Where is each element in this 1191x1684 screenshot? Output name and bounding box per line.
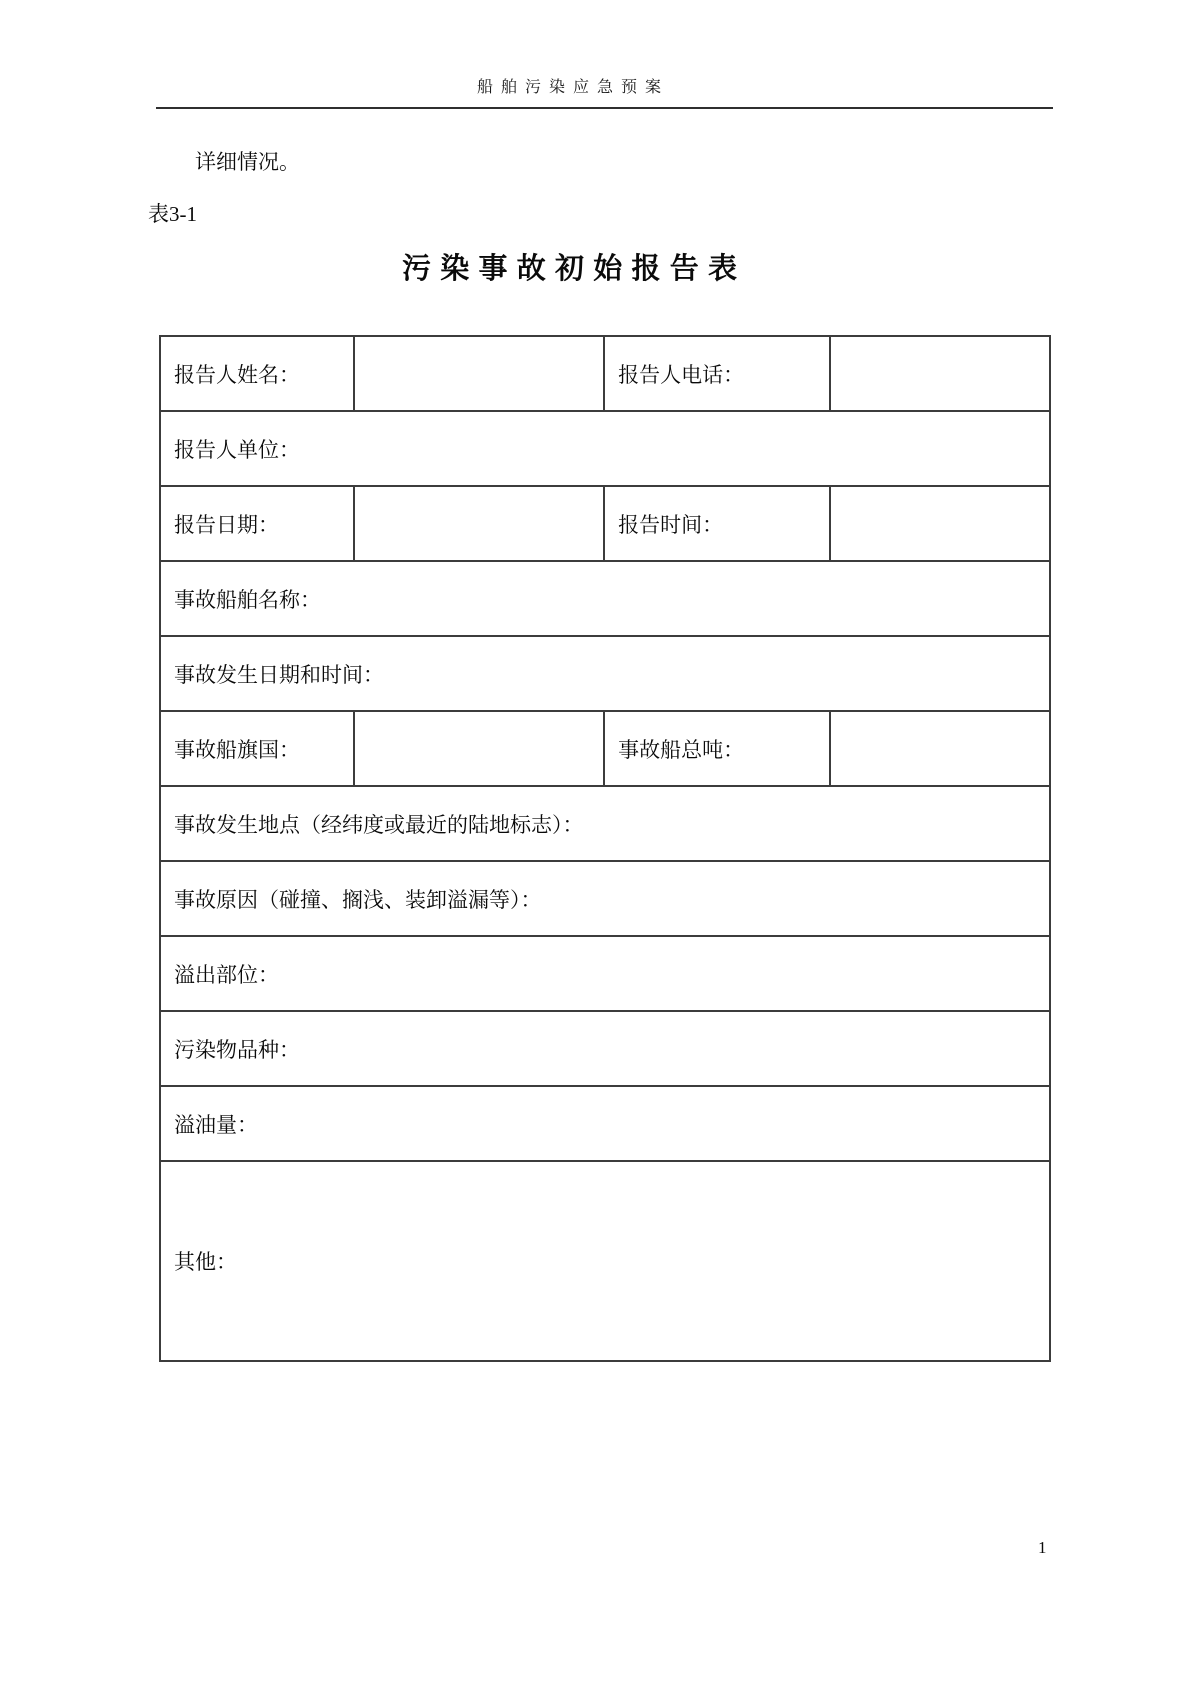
pollution-report-table <box>159 335 1051 1362</box>
label-cell-gross-tonnage: 事故船总吨： <box>604 711 829 786</box>
label-cell-spill-volume: 溢油量： <box>160 1086 1050 1161</box>
input-cell-reporter-name <box>354 336 605 411</box>
input-cell-reporter-phone <box>830 336 1050 411</box>
table-row <box>160 786 1050 861</box>
page-number: 1 <box>1038 1538 1047 1557</box>
label-cell-reporter-name: 报告人姓名： <box>160 336 354 411</box>
table-row <box>160 561 1050 636</box>
label-cell-accident-datetime: 事故发生日期和时间： <box>160 636 1050 711</box>
label-cell-pollutant-type: 污染物品种： <box>160 1011 1050 1086</box>
table-row <box>160 336 1050 411</box>
table-row <box>160 1161 1050 1361</box>
label-cell-other: 其他： <box>160 1161 1050 1361</box>
input-cell-flag-state <box>354 711 605 786</box>
label-cell-spill-position: 溢出部位： <box>160 936 1050 1011</box>
table-row <box>160 411 1050 486</box>
label-cell-reporter-unit: 报告人单位： <box>160 411 1050 486</box>
form-title: 污 染 事 故 初 始 报 告 表 <box>401 253 738 285</box>
table-row <box>160 711 1050 786</box>
table-row <box>160 861 1050 936</box>
label-cell-flag-state: 事故船旗国： <box>160 711 354 786</box>
label-cell-ship-name: 事故船舶名称： <box>160 561 1050 636</box>
header-rule <box>156 107 1053 109</box>
label-cell-reporter-phone: 报告人电话： <box>604 336 829 411</box>
table-row <box>160 1086 1050 1161</box>
input-cell-gross-tonnage <box>830 711 1050 786</box>
label-cell-report-date: 报告日期： <box>160 486 354 561</box>
table-caption: 表3-1 <box>148 202 197 226</box>
input-cell-report-time <box>830 486 1050 561</box>
label-cell-report-time: 报告时间： <box>604 486 829 561</box>
running-header: 船 舶 污 染 应 急 预 案 <box>476 79 663 96</box>
label-cell-accident-location: 事故发生地点（经纬度或最近的陆地标志）： <box>160 786 1050 861</box>
input-cell-report-date <box>354 486 605 561</box>
table-row <box>160 1011 1050 1086</box>
table-row <box>160 486 1050 561</box>
label-cell-accident-cause: 事故原因（碰撞、搁浅、装卸溢漏等）： <box>160 861 1050 936</box>
table-row <box>160 636 1050 711</box>
intro-paragraph: 详细情况。 <box>195 150 300 174</box>
table-row <box>160 936 1050 1011</box>
